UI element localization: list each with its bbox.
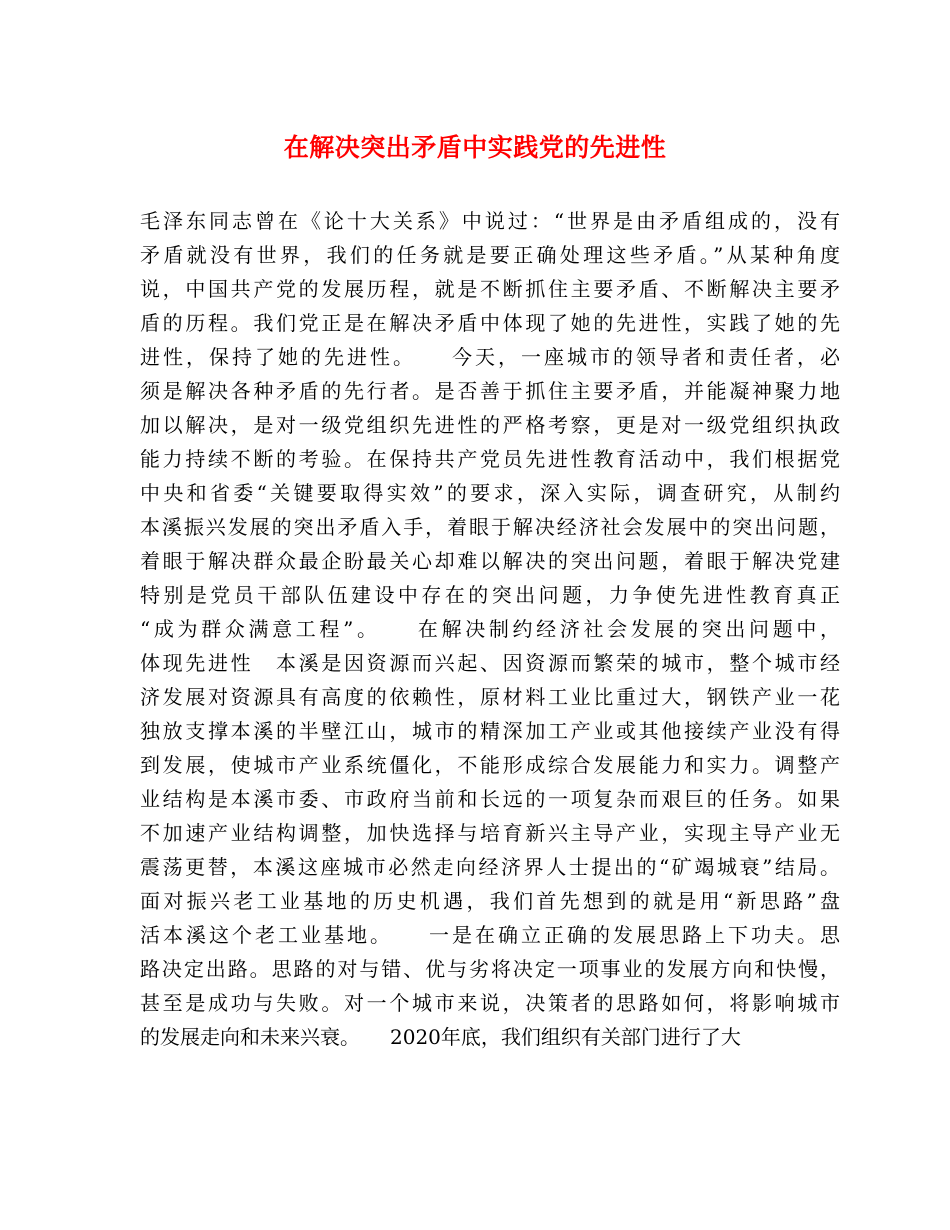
body-line: 不加速产业结构调整，加快选择与培育新兴主导产业，实现主导产业无	[140, 821, 840, 845]
body-line: 独放支撑本溪的半壁江山，城市的精深加工产业或其他接续产业没有得	[140, 719, 840, 743]
body-line: 业结构是本溪市委、市政府当前和长远的一项复杂而艰巨的任务。如果	[140, 787, 840, 811]
body-line: 毛泽东同志曾在《论十大关系》中说过：“世界是由矛盾组成的，没有	[140, 209, 840, 233]
body-line: 体现先进性 本溪是因资源而兴起、因资源而繁荣的城市，整个城市经	[140, 651, 840, 675]
body-line: 甚至是成功与失败。对一个城市来说，决策者的思路如何，将影响城市	[140, 991, 840, 1015]
body-line: 能力持续不断的考验。在保持共产党员先进性教育活动中，我们根据党	[140, 447, 840, 471]
body-line: 的发展走向和未来兴衰。 2020年底，我们组织有关部门进行了大	[140, 1025, 741, 1049]
document-body	[140, 204, 840, 1054]
body-line: 中央和省委“关键要取得实效”的要求，深入实际，调查研究，从制约	[140, 481, 840, 505]
document-title: 在解决突出矛盾中实践党的先进性	[283, 133, 667, 162]
body-line: 本溪振兴发展的突出矛盾入手，着眼于解决经济社会发展中的突出问题，	[140, 515, 840, 539]
body-line: 着眼于解决群众最企盼最关心却难以解决的突出问题，着眼于解决党建	[140, 549, 840, 573]
body-line: 特别是党员干部队伍建设中存在的突出问题，力争使先进性教育真正	[140, 583, 840, 607]
body-line: “成为群众满意工程”。 在解决制约经济社会发展的突出问题中，	[140, 617, 840, 641]
body-line: 震荡更替，本溪这座城市必然走向经济界人士提出的“矿竭城衰”结局。	[140, 855, 840, 879]
body-line: 加以解决，是对一级党组织先进性的严格考察，更是对一级党组织执政	[140, 413, 840, 437]
body-line: 进性，保持了她的先进性。 今天，一座城市的领导者和责任者，必	[140, 345, 840, 369]
body-line: 须是解决各种矛盾的先行者。是否善于抓住主要矛盾，并能凝神聚力地	[140, 379, 840, 403]
body-line: 说，中国共产党的发展历程，就是不断抓住主要矛盾、不断解决主要矛	[140, 277, 840, 301]
body-line: 到发展，使城市产业系统僵化，不能形成综合发展能力和实力。调整产	[140, 753, 840, 777]
body-line: 路决定出路。思路的对与错、优与劣将决定一项事业的发展方向和快慢，	[140, 957, 840, 981]
body-line: 盾的历程。我们党正是在解决矛盾中体现了她的先进性，实践了她的先	[140, 311, 840, 335]
body-line: 矛盾就没有世界，我们的任务就是要正确处理这些矛盾。”从某种角度	[140, 243, 840, 267]
body-line: 济发展对资源具有高度的依赖性，原材料工业比重过大，钢铁产业一花	[140, 685, 840, 709]
body-line: 活本溪这个老工业基地。 一是在确立正确的发展思路上下功夫。思	[140, 923, 840, 947]
body-line: 面对振兴老工业基地的历史机遇，我们首先想到的就是用“新思路”盘	[140, 889, 840, 913]
